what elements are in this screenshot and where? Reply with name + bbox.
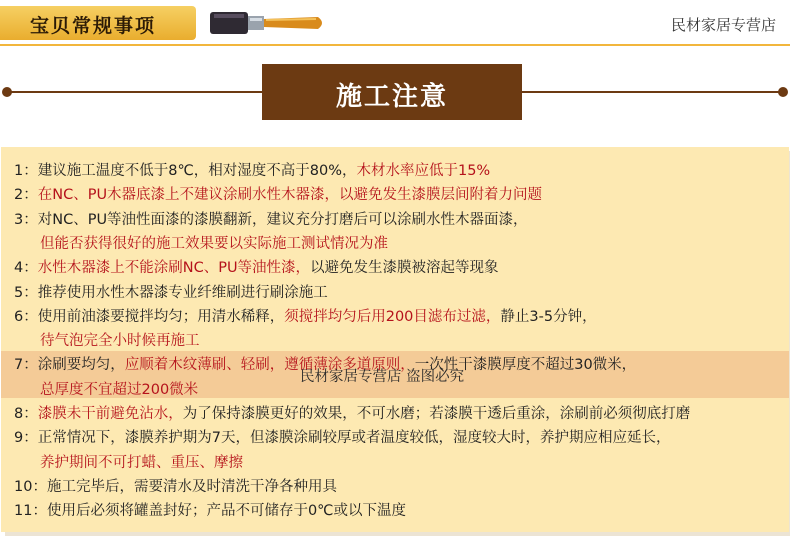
note-line [14,184,542,206]
note-text: 正常情况下，漆膜养护期为7天，但漆膜涂刷较厚或者温度较低，湿度较大时，养护期应相应延长， [37,430,671,447]
note-number: 6： [14,308,38,325]
note-text: 静止3-5分钟， [500,308,597,325]
note-text: 一次性干漆膜厚度不超过30微米， [414,357,637,374]
note-highlight-text: 在NC、PU木器底漆上不建议涂刷水性木器漆，以避免发生漆膜层间附着力问题 [37,187,543,204]
note-text: 建议施工温度不低于8℃，相对湿度不高于80%， [37,163,357,179]
note-number: 8： [14,406,38,422]
store-name: 民材家居专营店 [670,16,776,34]
note-line [14,257,499,279]
divider-dot-left [2,87,12,97]
note-number: 1： [14,163,38,179]
section-label: 宝贝常规事项 [30,15,157,37]
note-text: 使用后必须将罐盖封好；产品不可储存于0℃或以下温度 [46,503,406,520]
note-number: 9： [14,430,38,447]
note-text: 涂刷要均匀， [37,357,125,374]
note-number: 11： [14,503,47,520]
note-number: 5： [14,284,38,301]
section-title: 施工注意 [335,82,448,112]
section-title-box [262,64,522,120]
note-line [14,209,528,231]
note-line [14,282,328,304]
header-underline [0,44,790,46]
note-line [14,427,670,449]
note-highlight-text: 应顺着木纹薄刷、轻刷，遵循薄涂多道原则， [124,357,415,374]
note-text: 对NC、PU等油性面漆的漆膜翻新，建议充分打磨后可以涂刷水性木器面漆， [37,211,528,228]
note-line [40,379,198,401]
note-highlight-text: 总厚度不宜超过200微米 [40,381,199,398]
note-line [40,233,388,255]
note-highlight-text: 漆膜未干前避免沾水， [37,406,183,422]
divider-dot-right [778,87,788,97]
note-number: 7： [14,357,38,374]
note-line [40,452,243,474]
note-highlight-text: 但能否获得很好的施工效果要以实际施工测试情况为准 [40,235,388,252]
note-line [14,160,490,182]
note-highlight-text: 养护期间不可打蜡、重压、摩擦 [40,454,243,471]
note-number: 4： [14,260,38,277]
note-highlight-text: 木材水率应低于15% [356,163,491,179]
paint-brush-icon [208,8,328,38]
note-line [14,476,337,498]
note-number: 2： [14,187,38,204]
note-line [14,500,406,522]
note-number: 10： [14,478,47,495]
note-text: 施工完毕后，需要清水及时清洗干净各种用具 [46,478,337,495]
note-line [14,306,597,328]
note-text: 推荐使用水性木器漆专业纤维刷进行刷涂施工 [37,284,328,301]
note-line [14,403,690,425]
note-text: 为了保持漆膜更好的效果，不可水磨；若漆膜干透后重涂，涂刷前必须彻底打磨 [182,406,691,422]
section-label-tab [0,6,196,40]
watermark: 民材家居专营店 盗图必究 [300,369,465,385]
note-highlight-text: 须搅拌均匀后用200目滤布过滤， [284,308,501,325]
note-text: 以避免发生漆膜被溶起等现象 [310,260,499,277]
note-highlight-text: 水性木器漆上不能涂刷NC、PU等油性漆， [37,260,311,277]
note-highlight-text: 待气泡完全小时候再施工 [40,333,200,350]
note-text: 使用前油漆要搅拌均匀；用清水稀释， [37,308,285,325]
note-number: 3： [14,211,38,228]
note-line [40,330,200,352]
